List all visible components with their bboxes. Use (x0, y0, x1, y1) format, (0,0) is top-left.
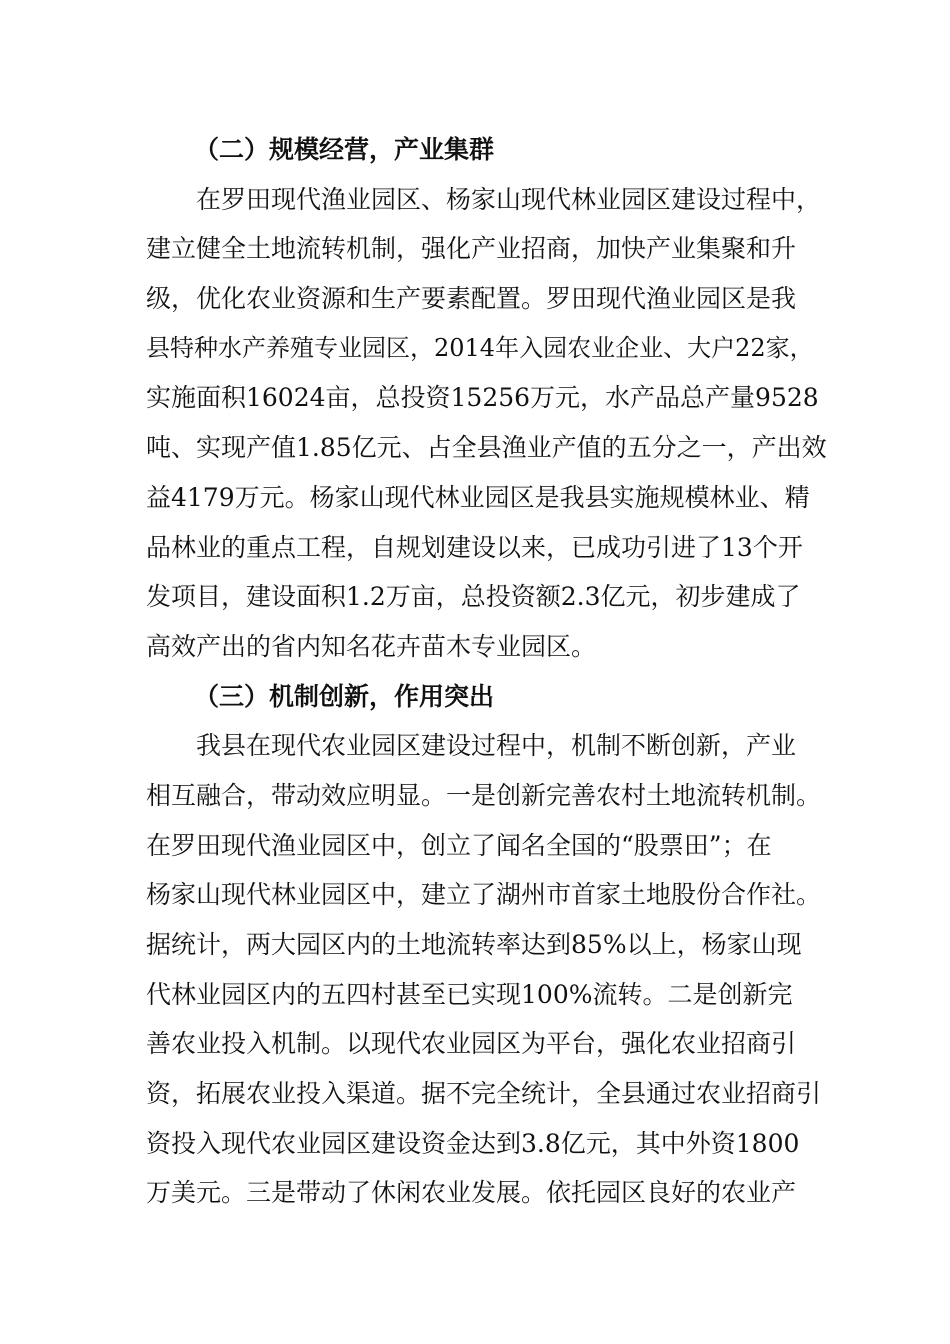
paragraph-line: 我县在现代农业园区建设过程中，机制不断创新，产业 (196, 731, 797, 761)
paragraph-line: 发项目，建设面积1.2万亩，总投资额2.3亿元，初步建成了 (146, 582, 801, 612)
paragraph-line: 据统计，两大园区内的土地流转率达到85%以上，杨家山现 (146, 930, 802, 959)
paragraph-line: 级，优化农业资源和生产要素配置。罗田现代渔业园区是我 (146, 284, 797, 314)
document-body (146, 125, 826, 1218)
section-heading-3: （三）机制创新，作用突出 (194, 681, 495, 711)
paragraph-line: 县特种水产养殖专业园区，2014年入园农业企业、大户22家， (146, 333, 814, 362)
paragraph-line: 高效产出的省内知名花卉苗木专业园区。 (146, 631, 597, 661)
paragraph-line: 万美元。三是带动了休闲农业发展。依托园区良好的农业产 (146, 1178, 797, 1208)
paragraph-line: 建立健全土地流转机制，强化产业招商，加快产业集聚和升 (146, 234, 797, 264)
paragraph-line: 吨、实现产值1.85亿元、占全县渔业产值的五分之一，产出效 (146, 433, 827, 463)
paragraph-line: 资，拓展农业投入渠道。据不完全统计，全县通过农业招商引 (146, 1079, 822, 1109)
paragraph-line: 在罗田现代渔业园区中，创立了闻名全国的“股票田”；在 (146, 830, 772, 860)
paragraph-line: 实施面积16024亩，总投资15256万元，水产品总产量9528 (146, 383, 819, 413)
paragraph-line: 善农业投入机制。以现代农业园区为平台，强化农业招商引 (146, 1029, 797, 1059)
paragraph-line: 在罗田现代渔业园区、杨家山现代林业园区建设过程中， (196, 184, 822, 214)
paragraph-line: 资投入现代农业园区建设资金达到3.8亿元，其中外资1800 (146, 1128, 800, 1158)
paragraph-line: 品林业的重点工程，自规划建设以来，已成功引进了13个开 (146, 532, 803, 562)
paragraph-line: 代林业园区内的五四村甚至已实现100%流转。二是创新完 (146, 979, 793, 1009)
section-heading-2: （二）规模经营，产业集群 (194, 135, 495, 164)
paragraph-line: 杨家山现代林业园区中，建立了湖州市首家土地股份合作社。 (146, 880, 822, 910)
paragraph-line: 益4179万元。杨家山现代林业园区是我县实施规模林业、精 (146, 482, 810, 512)
paragraph-line: 相互融合，带动效应明显。一是创新完善农村土地流转机制。 (146, 780, 822, 810)
